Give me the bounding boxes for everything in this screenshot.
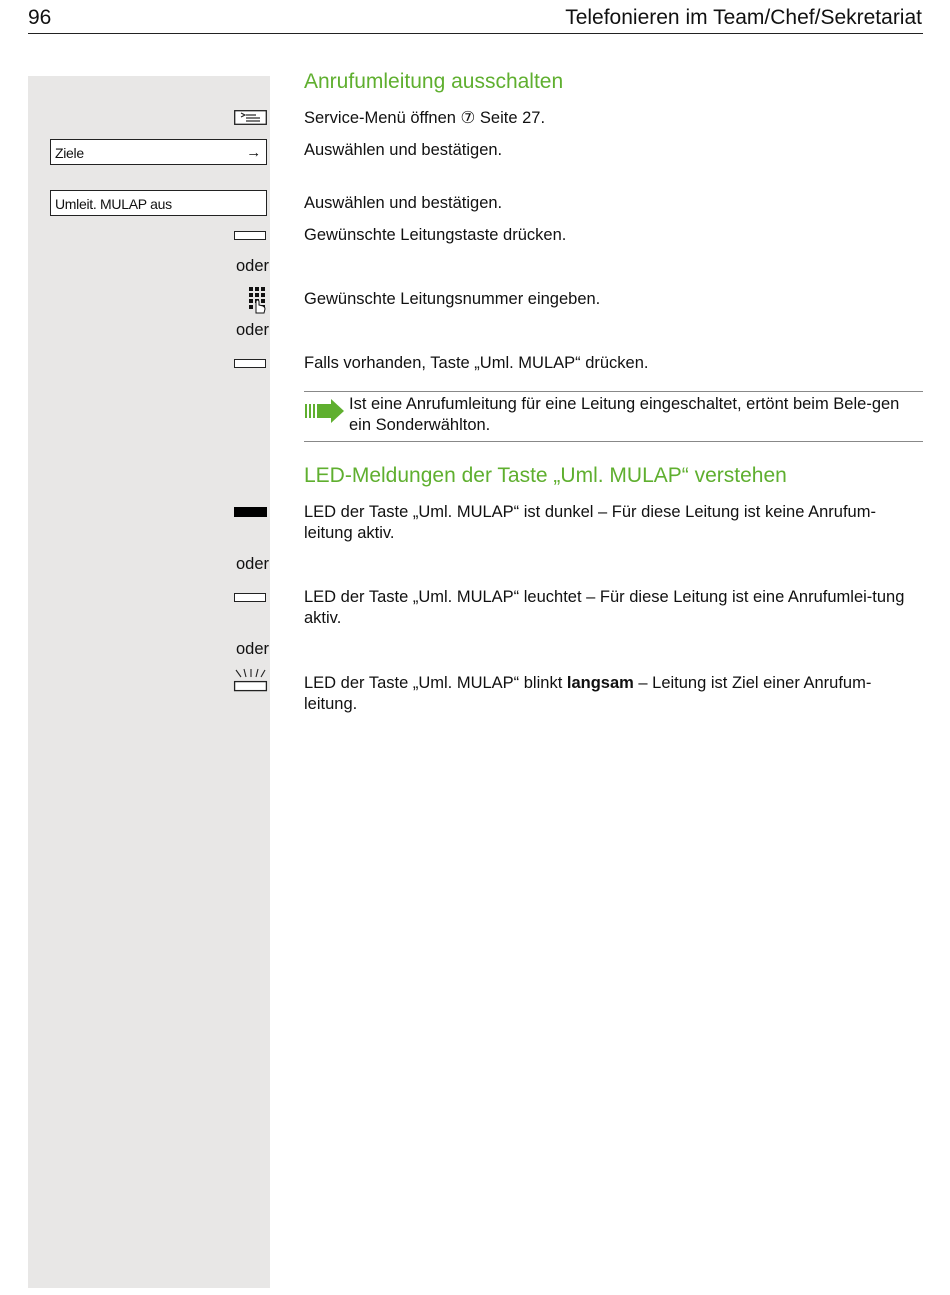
led-blink-text-bold: langsam <box>566 674 634 692</box>
led-dark-description: LED der Taste „Uml. MULAP“ ist dunkel – Für diese Leitung ist keine Anrufum-leitung aktiv. <box>304 503 876 542</box>
oder-label: oder <box>235 321 269 339</box>
menu-item-label: Ziele <box>55 145 84 161</box>
note-bottom-rule <box>304 441 923 442</box>
step-press-line-key: Gewünschte Leitungstaste drücken. <box>304 226 567 244</box>
led-blink-text-post: – Leitung ist Ziel einer Anrufum-leitung. <box>304 674 872 713</box>
page-number: 96 <box>28 6 52 29</box>
key-filled-icon <box>234 507 267 517</box>
key-empty-icon <box>234 359 266 368</box>
note-top-rule <box>304 391 923 392</box>
section-heading-deactivate: Anrufumleitung ausschalten <box>304 70 564 93</box>
key-blinking-icon <box>233 668 268 693</box>
step-press-uml-mulap: Falls vorhanden, Taste „Uml. MULAP“ drücken. <box>304 354 649 372</box>
led-lit-description: LED der Taste „Uml. MULAP“ leuchtet – Für diese Leitung ist eine Anrufumlei-tung aktiv. <box>304 588 905 627</box>
menu-key-icon <box>234 110 267 125</box>
key-empty-icon <box>234 593 266 602</box>
led-blink-description <box>304 673 924 715</box>
led-blink-text-pre: LED der Taste „Uml. MULAP“ blinkt <box>304 674 567 692</box>
step-select-confirm-1: Auswählen und bestätigen. <box>304 141 503 159</box>
step-open-service-menu: Service-Menü öffnen ⑦ Seite 27. <box>304 109 546 127</box>
oder-label: oder <box>235 257 269 275</box>
note-arrow-icon <box>305 398 345 424</box>
step-enter-line-number: Gewünschte Leitungsnummer eingeben. <box>304 290 601 308</box>
keypad-icon <box>248 286 268 314</box>
menu-item-ziele[interactable] <box>50 139 267 165</box>
oder-label: oder <box>235 640 269 658</box>
section-heading-led: LED-Meldungen der Taste „Uml. MULAP“ verstehen <box>304 464 787 487</box>
note-text: Ist eine Anrufumleitung für eine Leitung eingeschaltet, ertönt beim Bele-gen ein Sonderwählton. <box>349 395 900 434</box>
menu-item-umleit-mulap-aus[interactable] <box>50 190 267 216</box>
key-empty-icon <box>234 231 266 240</box>
header-divider <box>28 33 923 34</box>
step-select-confirm-2: Auswählen und bestätigen. <box>304 194 503 212</box>
running-title: Telefonieren im Team/Chef/Sekretariat <box>565 6 922 29</box>
menu-item-label: Umleit. MULAP aus <box>55 196 172 212</box>
oder-label: oder <box>235 555 269 573</box>
arrow-right-icon: → <box>246 144 261 161</box>
